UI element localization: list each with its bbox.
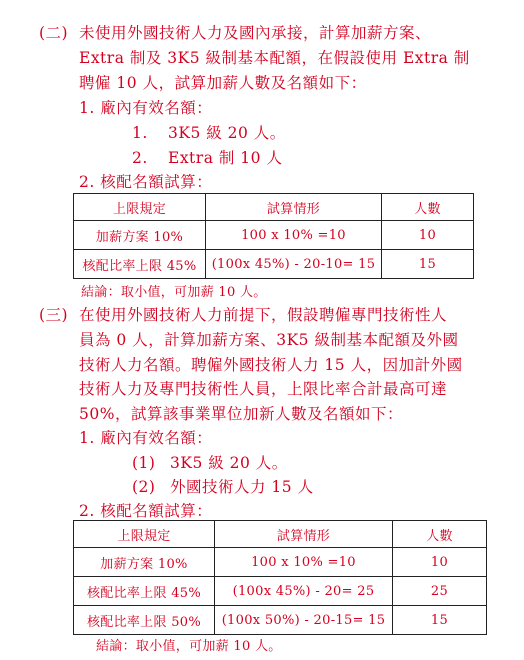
section-2-item2-heading: 2. 核配名額試算：: [79, 173, 213, 191]
section-2-para-line-3: 聘僱 10 人，試算加薪人數及名額如下：: [79, 74, 367, 92]
table-cell: 15: [393, 606, 487, 635]
section-3-quota-2-text: 外國技術人力 15 人: [170, 478, 314, 496]
section-2-quota-1-text: 3K5 級 20 人。: [168, 124, 286, 142]
table-cell: (100x 45%) - 20= 25: [215, 577, 393, 606]
header-cell-count: 人數: [393, 521, 487, 548]
section-2-quota-1-num: 1.: [132, 124, 148, 142]
table-cell: 加薪方案 10%: [74, 548, 215, 577]
header-cell-calc: 試算情形: [215, 521, 393, 548]
table-cell: 10: [393, 548, 487, 577]
table-header-row: [74, 194, 474, 221]
section-2-para-line-2: Extra 制及 3K5 級制基本配額，在假設使用 Extra 制: [79, 49, 470, 67]
section-3-quota-2-num: (2): [132, 478, 156, 496]
section-3-para-line-2: 員為 0 人，計算加薪方案、3K5 級制基本配額及外國: [79, 331, 459, 349]
section-2-marker: (二): [39, 24, 69, 42]
section-3-para-line-5: 50%，試算該事業單位加新人數及名額如下：: [79, 405, 403, 423]
table-cell: 100 x 10% =10: [215, 548, 393, 577]
section-2-para-line-1: 未使用外國技術人力及國內承接，計算加薪方案、: [79, 24, 432, 42]
section-2-conclusion: 結論：取小值，可加薪 10 人。: [81, 285, 267, 300]
section-2-item1-heading: 1. 廠內有效名額：: [79, 99, 213, 117]
table-row: [74, 221, 474, 250]
table-row: [74, 548, 487, 577]
table-cell: 加薪方案 10%: [74, 221, 206, 250]
section-3-quota-1-num: (1): [132, 454, 156, 472]
table-cell: 核配比率上限 45%: [74, 250, 206, 279]
section-3-para-line-4: 技術人力及專門技術性人員，上限比率合計最高可達: [79, 380, 448, 398]
table-row: [74, 577, 487, 606]
section-2-quota-2-text: Extra 制 10 人: [168, 149, 283, 167]
section-3-item1-heading: 1. 廠內有效名額：: [79, 429, 213, 447]
table-row: [74, 606, 487, 635]
section-3-quota-1-text: 3K5 級 20 人。: [170, 454, 288, 472]
section-3-calc-table: [73, 520, 487, 635]
header-cell-limit: 上限規定: [74, 521, 215, 548]
section-2-calc-table: [73, 193, 474, 279]
table-cell: 核配比率上限 45%: [74, 577, 215, 606]
section-3-para-line-3: 技術人力名額。聘僱外國技術人力 15 人，因加計外國: [79, 356, 463, 374]
section-3-item2-heading: 2. 核配名額試算：: [79, 502, 213, 520]
table-cell: 10: [382, 221, 474, 250]
section-2-quota-2-num: 2.: [132, 149, 148, 167]
table-cell: 25: [393, 577, 487, 606]
table-cell: 100 x 10% =10: [206, 221, 382, 250]
table-cell: 15: [382, 250, 474, 279]
table-row: [74, 250, 474, 279]
table-cell: (100x 45%) - 20-10= 15: [206, 250, 382, 279]
section-3-para-line-1: 在使用外國技術人力前提下，假設聘僱專門技術性人: [79, 306, 448, 324]
table-cell: (100x 50%) - 20-15= 15: [215, 606, 393, 635]
header-cell-calc: 試算情形: [206, 194, 382, 221]
section-3-conclusion: 結論：取小值，可加薪 10 人。: [96, 639, 282, 654]
table-header-row: [74, 521, 487, 548]
table-cell: 核配比率上限 50%: [74, 606, 215, 635]
header-cell-limit: 上限規定: [74, 194, 206, 221]
header-cell-count: 人數: [382, 194, 474, 221]
section-3-marker: (三): [39, 306, 69, 324]
